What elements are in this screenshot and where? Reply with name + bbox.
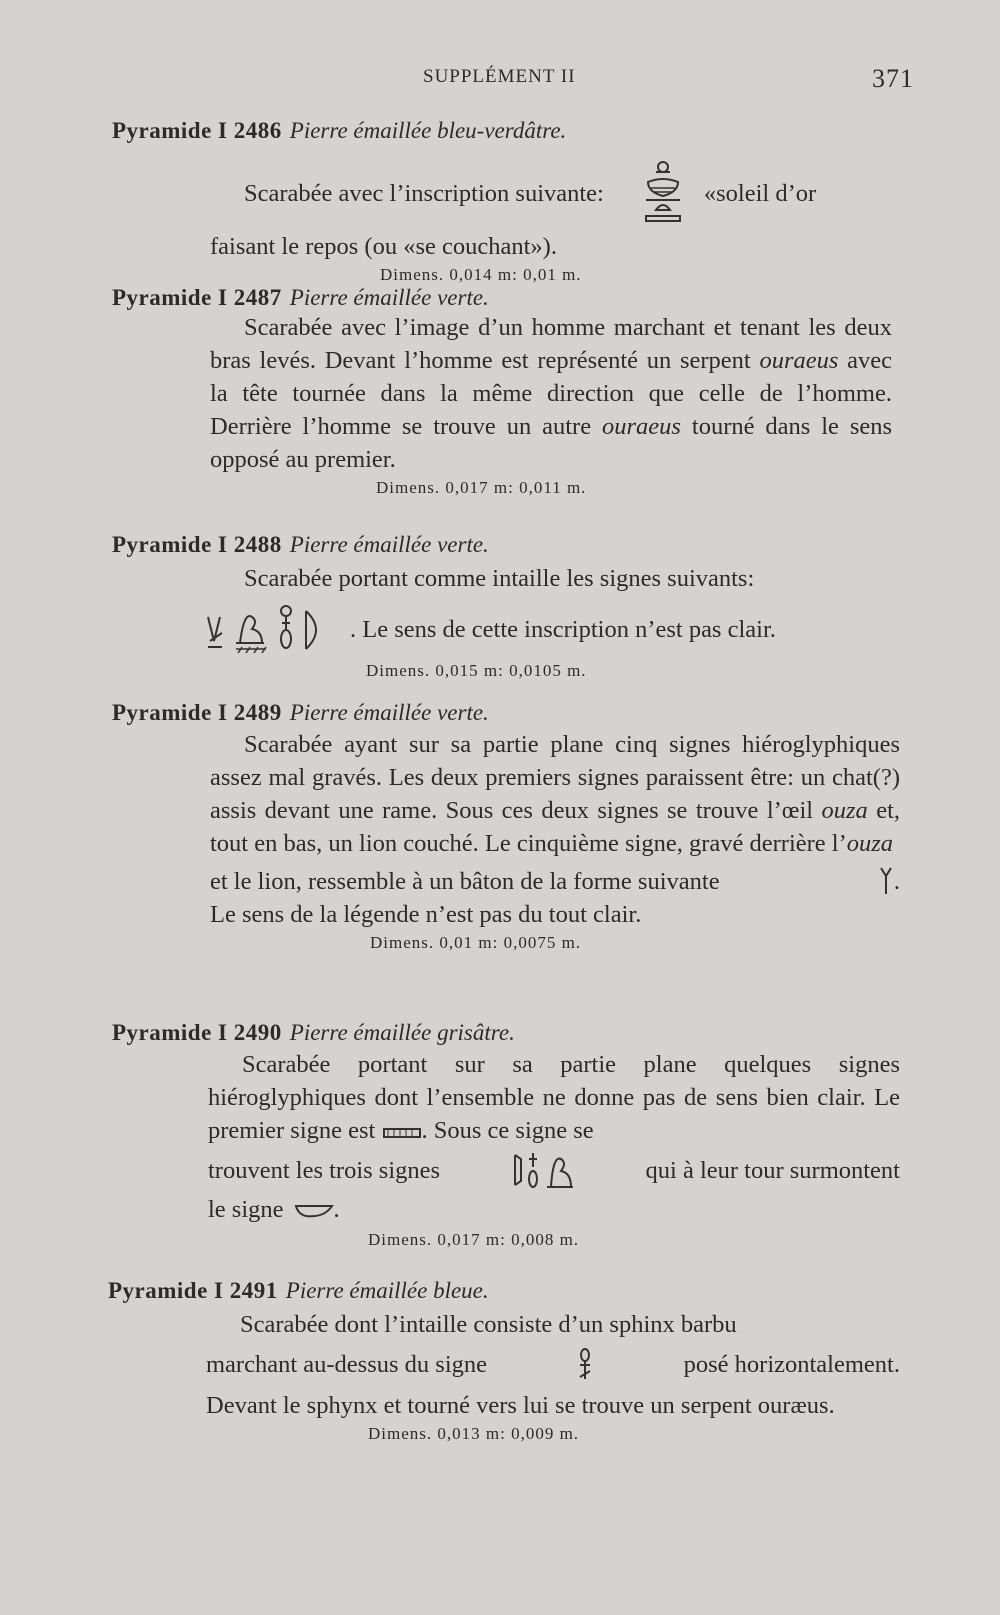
entry-italic-term: ouza — [821, 797, 868, 824]
basket-hieroglyph-icon — [294, 1200, 334, 1220]
entry-text-line: . Le sens de cette inscription n’est pas clair. — [350, 615, 776, 643]
dimensions: Dimens. 0,017 m: 0,008 m. — [368, 1230, 580, 1249]
entry-material: Pierre émaillée bleu-verdâtre. — [289, 118, 567, 143]
entry-text-part: Scarabée avec l’image d’un homme marchant et tenant les deux bras levés. Devant l’homme est représenté un serpent — [210, 314, 892, 374]
entry-material: Pierre émaillée verte. — [289, 285, 489, 310]
entry-label: Pyramide I 2488 — [112, 532, 282, 557]
entry-text-part: Scarabée ayant sur sa partie plane cinq signes hiéroglyphiques assez mal gravés. Les deux premiers signes paraissent être: un chat(?) assis devant une rame. Sous ces deux signes se trouve l’œil — [210, 731, 900, 824]
dimensions: Dimens. 0,01 m: 0,0075 m. — [370, 933, 582, 952]
entry-text-part: et, tout en bas, un lion couché. Le cinquième signe, gravé derrière l’ — [210, 797, 901, 857]
entry-label: Pyramide I 2491 — [108, 1278, 278, 1303]
entry-text-line: Scarabée avec l’inscription suivante: — [244, 179, 604, 207]
entry-title — [112, 700, 912, 726]
entry-2491 — [108, 1278, 908, 1444]
entry-text-part: avec la tête tournée dans la même direction que celle de l’homme. Derrière l’homme se trouve un autre — [210, 347, 893, 440]
entry-2486 — [112, 118, 912, 285]
dimensions: Dimens. 0,013 m: 0,009 m. — [368, 1424, 580, 1443]
entry-text — [208, 1048, 900, 1226]
entry-text-part: le signe — [208, 1196, 284, 1223]
entry-title — [112, 285, 912, 311]
dimensions: Dimens. 0,017 m: 0,011 m. — [376, 478, 587, 497]
entry-text-part: trouvent les trois signes — [208, 1156, 441, 1184]
entry-label: Pyramide I 2487 — [112, 285, 282, 310]
entry-text-part: . Sous ce signe se — [421, 1117, 594, 1144]
entry-text-line: faisant le repos (ou «se couchant»). — [210, 233, 557, 260]
entry-text-line: «soleil d’or — [703, 179, 817, 207]
entry-text-part: posé horizontalement. — [683, 1350, 900, 1378]
entry-italic-term: ouraeus — [759, 347, 839, 374]
rectangle-hieroglyph-icon — [382, 1123, 422, 1141]
entry-material: Pierre émaillée verte. — [289, 700, 489, 725]
entry-text-part: . — [893, 867, 900, 895]
entry-label: Pyramide I 2490 — [112, 1020, 282, 1045]
entry-text-line: Scarabée portant comme intaille les signes suivants: — [244, 565, 755, 592]
entry-text-part: marchant au-dessus du signe — [206, 1350, 487, 1378]
entry-text — [210, 728, 900, 931]
entry-text-part: et le lion, ressemble à un bâton de la forme suivante — [210, 867, 720, 895]
entry-material: Pierre émaillée grisâtre. — [289, 1020, 515, 1045]
entry-text-part: qui à leur tour surmontent — [645, 1156, 900, 1184]
three-signs-hieroglyph-icon — [511, 1149, 575, 1191]
dimensions: Dimens. 0,015 m: 0,0105 m. — [366, 661, 587, 680]
dimensions: Dimens. 0,014 m: 0,01 m. — [380, 265, 582, 284]
entry-label: Pyramide I 2489 — [112, 700, 282, 725]
entry-2488 — [112, 532, 912, 681]
page-number: 371 — [872, 64, 914, 93]
sun-gold-hieroglyph-icon — [642, 158, 684, 228]
entry-material: Pierre émaillée verte. — [289, 532, 489, 557]
entry-italic-term: ouraeus — [602, 413, 681, 440]
staff-hieroglyph-icon — [878, 864, 894, 898]
entry-text — [210, 158, 1000, 263]
entry-text-part: Scarabée portant sur sa partie plane quelques signes hiéroglyphiques dont l’ensemble ne donne pas de sens bien clair. Le premier signe est — [208, 1051, 900, 1144]
entry-text-part: . — [333, 1196, 340, 1223]
entry-text-line: Devant le sphynx et tourné vers lui se trouve un serpent ouræus. — [206, 1392, 835, 1419]
entry-title — [108, 1278, 908, 1304]
entry-title — [112, 118, 912, 144]
entry-text — [206, 1308, 900, 1422]
entry-title — [112, 532, 912, 558]
entry-material: Pierre émaillée bleue. — [285, 1278, 489, 1303]
entry-text-part: tourné dans le sens opposé au premier. — [210, 413, 893, 473]
entry-title — [112, 1020, 912, 1046]
entry-2489 — [112, 700, 912, 953]
entry-text-line: Scarabée dont l’intaille consiste d’un sphinx barbu — [240, 1311, 737, 1338]
entry-2487 — [112, 285, 912, 498]
hieroglyph-sequence-icon — [200, 603, 350, 655]
entry-italic-term: ouza — [846, 830, 894, 857]
running-title: SUPPLÉMENT II — [423, 66, 576, 87]
ankh-like-hieroglyph-icon — [576, 1347, 594, 1381]
entry-2490 — [112, 1020, 912, 1250]
entry-label: Pyramide I 2486 — [112, 118, 282, 143]
entry-text — [210, 562, 900, 655]
entry-text — [210, 311, 892, 476]
entry-text-line: Le sens de la légende n’est pas du tout clair. — [210, 901, 642, 928]
